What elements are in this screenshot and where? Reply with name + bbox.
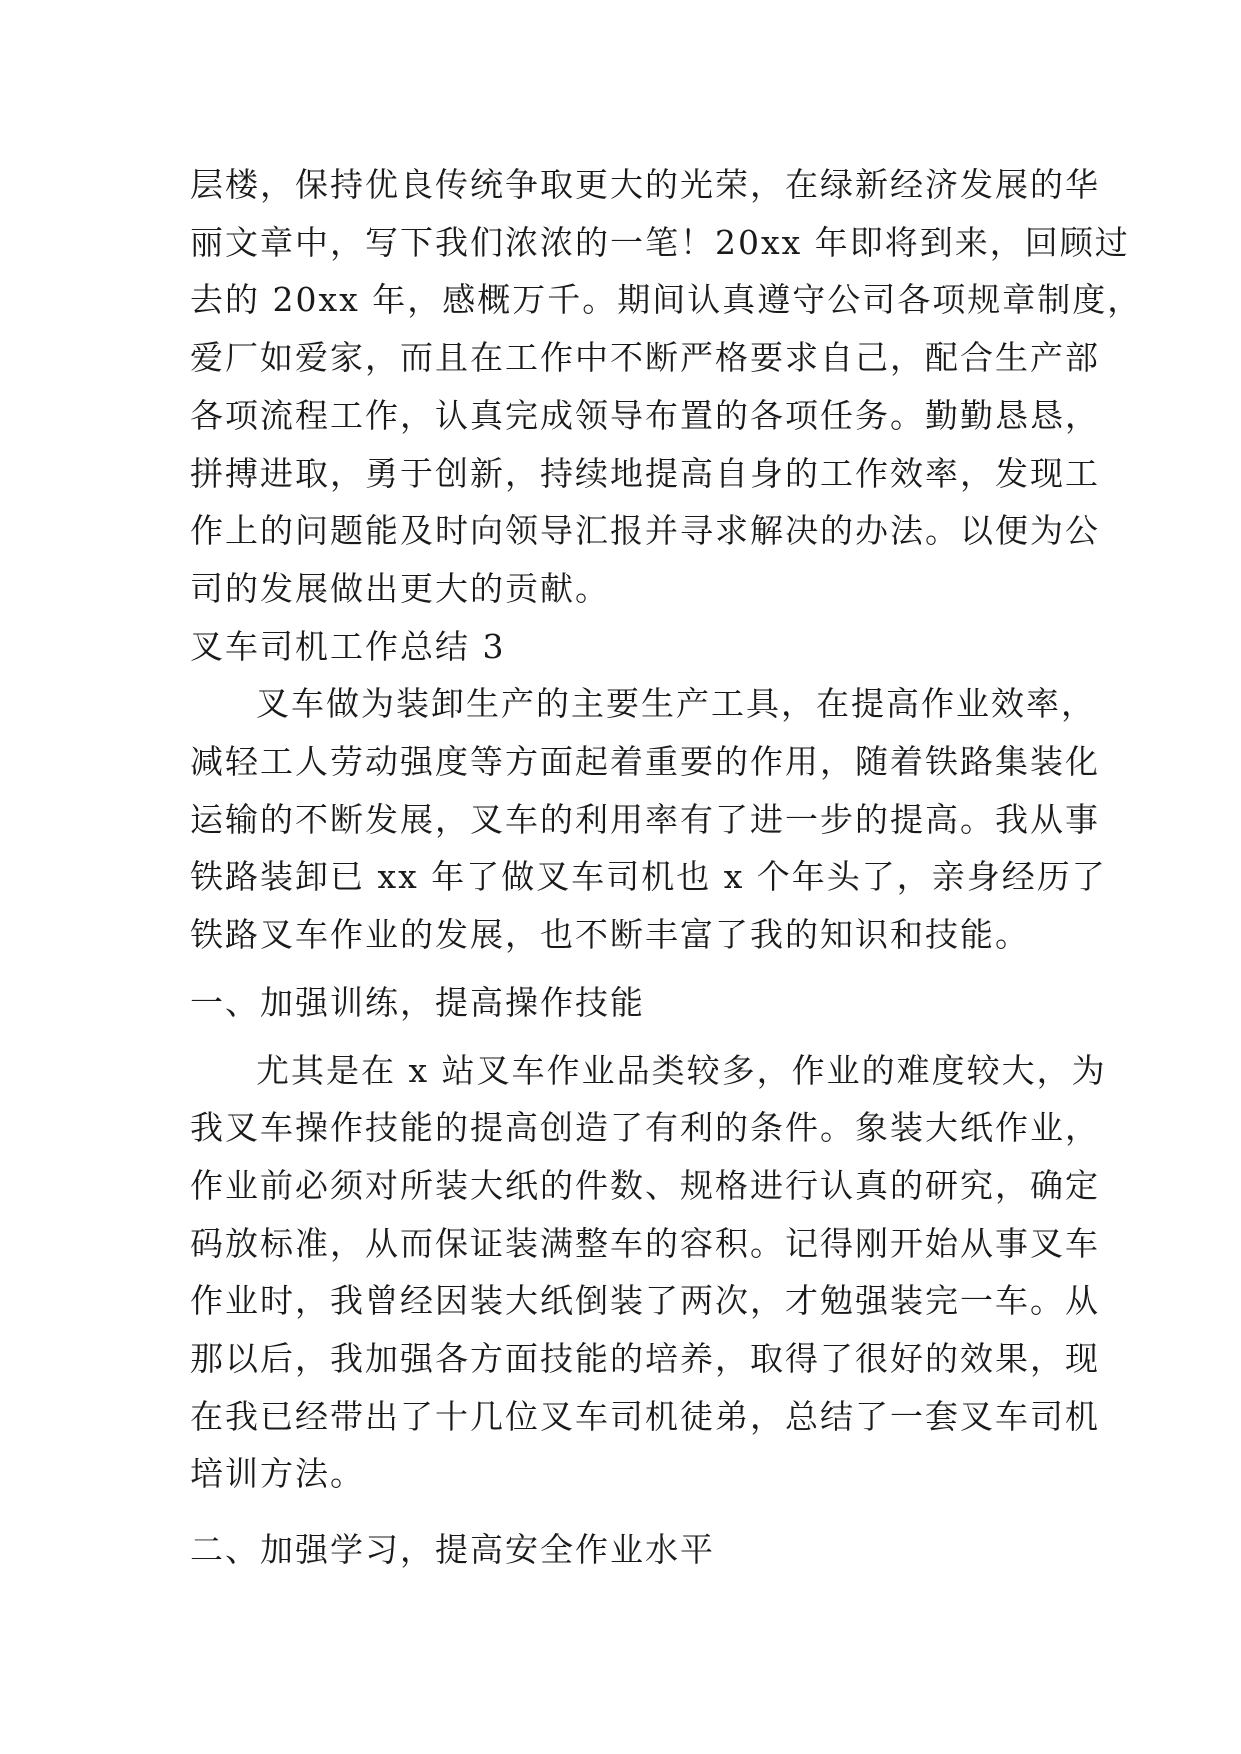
subheading-safety: 二、加强学习，提高安全作业水平 — [190, 1530, 715, 1570]
text-line: 减轻工人劳动强度等方面起着重要的作用，随着铁路集装化 — [190, 742, 1100, 782]
text-line: 铁路装卸已 xx 年了做叉车司机也 x 个年头了，亲身经历了 — [190, 857, 1107, 897]
text-line: 丽文章中，写下我们浓浓的一笔！20xx 年即将到来，回顾过 — [190, 222, 1130, 262]
text-line: 拼搏进取，勇于创新，持续地提高自身的工作效率，发现工 — [190, 453, 1100, 493]
paragraph-continued — [190, 156, 1143, 618]
text-line: 培训方法。 — [190, 1454, 365, 1494]
text-line: 层楼，保持优良传统争取更大的光荣，在绿新经济发展的华 — [190, 165, 1100, 204]
text-line: 尤其是在 x 站叉车作业品类较多，作业的难度较大，为 — [256, 1050, 1107, 1090]
subheading-training: 一、加强训练，提高操作技能 — [190, 982, 645, 1022]
text-line: 那以后，我加强各方面技能的培养，取得了很好的效果，现 — [190, 1339, 1100, 1379]
text-line: 我叉车操作技能的提高创造了有利的条件。象装大纸作业， — [190, 1108, 1100, 1148]
text-line: 铁路叉车作业的发展，也不断丰富了我的知识和技能。 — [190, 915, 1030, 955]
text-line: 运输的不断发展，叉车的利用率有了进一步的提高。我从事 — [190, 799, 1100, 839]
text-line: 作上的问题能及时向领导汇报并寻求解决的办法。以便为公 — [190, 511, 1100, 551]
text-line: 在我已经带出了十几位叉车司机徒弟，总结了一套叉车司机 — [190, 1396, 1100, 1436]
document-body — [190, 156, 1143, 1579]
paragraph-training — [190, 1042, 1107, 1504]
text-line: 爱厂如爱家，而且在工作中不断严格要求自己，配合生产部 — [190, 338, 1100, 378]
paragraph-intro — [190, 675, 1107, 964]
text-line: 作业前必须对所装大纸的件数、规格进行认真的研究，确定 — [190, 1165, 1100, 1205]
text-line: 司的发展做出更大的贡献。 — [190, 568, 610, 608]
text-line: 叉车做为装卸生产的主要生产工具，在提高作业效率， — [256, 684, 1096, 724]
text-line: 作业时，我曾经因装大纸倒装了两次，才勉强装完一车。从 — [190, 1281, 1100, 1321]
text-line: 去的 20xx 年，感概万千。期间认真遵守公司各项规章制度， — [190, 280, 1143, 320]
text-line: 各项流程工作，认真完成领导布置的各项任务。勤勤恳恳， — [190, 395, 1100, 435]
text-line: 码放标准，从而保证装满整车的容积。记得刚开始从事叉车 — [190, 1223, 1100, 1263]
section-title: 叉车司机工作总结 3 — [190, 626, 506, 666]
